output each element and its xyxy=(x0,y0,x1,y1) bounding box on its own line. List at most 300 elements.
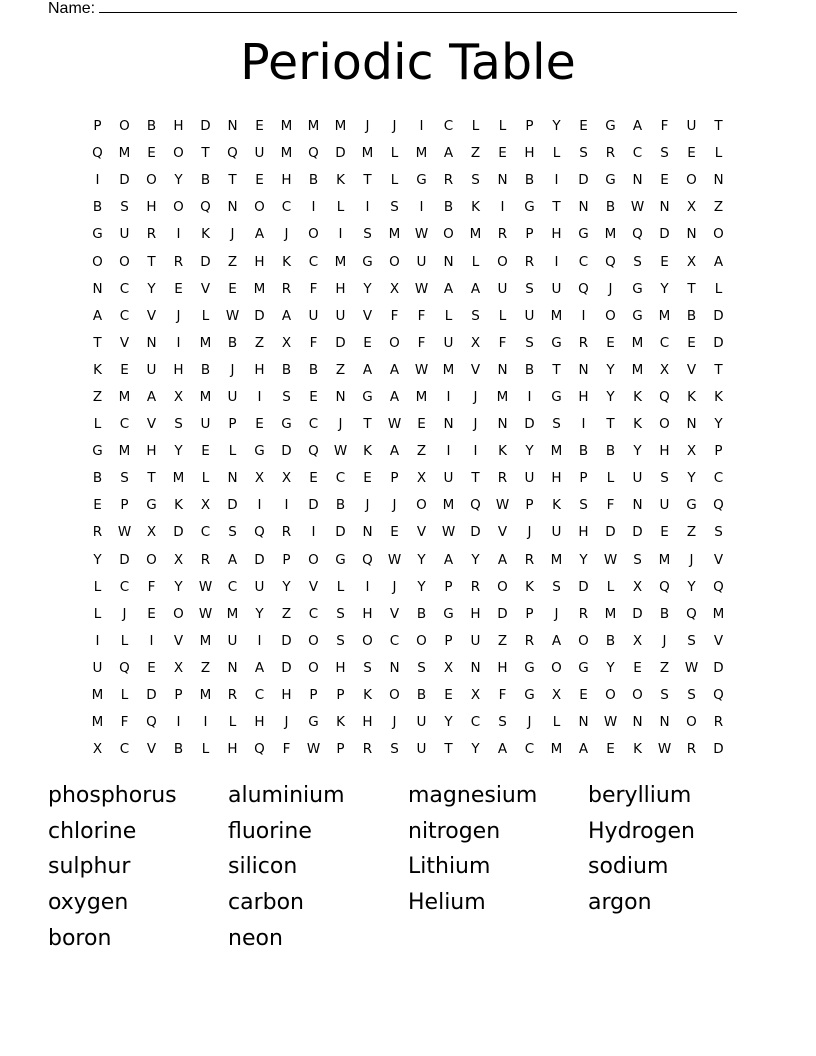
grid-letter: J xyxy=(284,714,289,731)
grid-letter: E xyxy=(147,605,156,622)
grid-letter: Q xyxy=(605,253,616,270)
grid-letter: E xyxy=(606,334,615,351)
grid-letter: E xyxy=(660,172,669,189)
grid-letter: I xyxy=(419,118,424,135)
grid-letter: T xyxy=(363,416,372,433)
grid-letter: C xyxy=(254,687,265,704)
grid-letter: C xyxy=(281,199,292,216)
word-list-item: Helium xyxy=(408,890,486,916)
grid-letter: H xyxy=(524,145,535,162)
grid-letter: Q xyxy=(578,280,589,297)
grid-letter: Q xyxy=(308,145,319,162)
grid-letter: A xyxy=(146,388,157,405)
grid-letter: M xyxy=(550,741,563,758)
grid-letter: H xyxy=(281,687,292,704)
grid-letter: W xyxy=(414,280,429,297)
grid-letter: Q xyxy=(119,659,130,676)
grid-letter: D xyxy=(146,687,157,704)
grid-letter: L xyxy=(93,578,102,595)
grid-letter: Q xyxy=(686,605,697,622)
grid-letter: C xyxy=(659,334,670,351)
grid-letter: I xyxy=(176,226,181,243)
grid-letter: P xyxy=(336,687,345,704)
grid-letter: H xyxy=(335,659,346,676)
word-list-item: aluminium xyxy=(228,783,345,808)
grid-letter: S xyxy=(498,714,507,731)
grid-letter: W xyxy=(333,443,348,460)
grid-letter: X xyxy=(146,524,157,541)
grid-letter: P xyxy=(120,497,129,514)
grid-row xyxy=(84,248,732,275)
grid-letter: V xyxy=(416,524,427,541)
grid-letter: B xyxy=(605,443,616,460)
grid-row xyxy=(84,411,732,438)
grid-letter: Y xyxy=(471,551,480,568)
grid-letter: S xyxy=(120,199,129,216)
grid-letter: A xyxy=(281,307,292,324)
grid-letter: H xyxy=(254,253,265,270)
grid-letter: K xyxy=(93,361,102,378)
grid-letter: M xyxy=(496,388,509,405)
grid-letter: E xyxy=(417,416,426,433)
grid-letter: I xyxy=(365,578,370,595)
grid-letter: D xyxy=(578,172,589,189)
grid-letter: V xyxy=(146,416,157,433)
grid-letter: F xyxy=(417,307,426,324)
word-list-item: carbon xyxy=(228,890,304,916)
grid-letter: S xyxy=(390,199,399,216)
grid-letter: Q xyxy=(200,199,211,216)
grid-letter: B xyxy=(416,605,427,622)
grid-letter: K xyxy=(336,172,345,189)
grid-letter: C xyxy=(119,307,130,324)
grid-letter: D xyxy=(281,443,292,460)
grid-letter: I xyxy=(446,443,451,460)
word-list-item: magnesium xyxy=(408,783,538,808)
grid-letter: Z xyxy=(713,199,724,216)
grid-letter: P xyxy=(525,497,534,514)
grid-letter: M xyxy=(550,443,563,460)
grid-letter: C xyxy=(200,524,211,541)
grid-letter: L xyxy=(552,145,561,162)
grid-letter: X xyxy=(173,388,184,405)
grid-letter: L xyxy=(552,714,561,731)
grid-row xyxy=(84,384,732,411)
grid-letter: E xyxy=(444,687,453,704)
grid-letter: P xyxy=(525,605,534,622)
grid-letter: R xyxy=(362,741,373,758)
grid-letter: Y xyxy=(282,578,291,595)
grid-letter: B xyxy=(605,632,616,649)
grid-letter: A xyxy=(443,145,454,162)
grid-letter: Q xyxy=(227,145,238,162)
grid-letter: O xyxy=(551,659,562,676)
word-list-item: beryllium xyxy=(588,783,692,808)
grid-letter: L xyxy=(498,307,507,324)
grid-letter: E xyxy=(255,416,264,433)
grid-letter: H xyxy=(362,714,373,731)
grid-letter: Q xyxy=(92,145,103,162)
grid-letter: C xyxy=(308,416,319,433)
grid-letter: K xyxy=(552,497,561,514)
grid-letter: Z xyxy=(497,632,508,649)
grid-letter: S xyxy=(579,497,588,514)
grid-letter: U xyxy=(416,253,427,270)
grid-letter: S xyxy=(525,280,534,297)
name-blank-line xyxy=(99,0,737,13)
grid-letter: U xyxy=(92,659,103,676)
grid-letter: D xyxy=(524,416,535,433)
grid-letter: V xyxy=(146,741,157,758)
grid-letter: J xyxy=(176,307,181,324)
grid-letter: A xyxy=(497,741,508,758)
grid-letter: Y xyxy=(606,388,615,405)
grid-letter: Y xyxy=(606,361,615,378)
grid-letter: B xyxy=(524,361,535,378)
grid-letter: O xyxy=(497,578,508,595)
grid-letter: T xyxy=(714,361,723,378)
grid-letter: M xyxy=(442,361,455,378)
grid-letter: X xyxy=(389,280,400,297)
word-list-item: phosphorus xyxy=(48,783,177,808)
grid-letter: S xyxy=(552,578,561,595)
grid-row xyxy=(84,357,732,384)
grid-letter: B xyxy=(524,172,535,189)
grid-letter: I xyxy=(581,416,586,433)
word-list-item: boron xyxy=(48,925,112,951)
word-list-item: oxygen xyxy=(48,890,129,916)
grid-letter: W xyxy=(198,578,213,595)
grid-letter: S xyxy=(120,470,129,487)
grid-letter: J xyxy=(473,388,478,405)
grid-letter: O xyxy=(389,687,400,704)
grid-letter: U xyxy=(470,632,481,649)
name-field xyxy=(48,0,737,19)
grid-letter: C xyxy=(524,741,535,758)
grid-letter: I xyxy=(149,632,154,649)
grid-letter: Y xyxy=(417,578,426,595)
grid-letter: R xyxy=(92,524,103,541)
grid-letter: E xyxy=(579,687,588,704)
grid-letter: S xyxy=(552,416,561,433)
grid-letter: D xyxy=(713,659,724,676)
grid-letter: S xyxy=(228,524,237,541)
grid-letter: F xyxy=(606,497,615,514)
grid-letter: U xyxy=(443,334,454,351)
grid-letter: Y xyxy=(687,470,696,487)
grid-letter: C xyxy=(389,632,400,649)
grid-letter: T xyxy=(471,470,480,487)
grid-letter: O xyxy=(308,551,319,568)
grid-letter: I xyxy=(554,172,559,189)
grid-letter: A xyxy=(92,307,103,324)
grid-letter: J xyxy=(365,497,370,514)
grid-letter: S xyxy=(660,470,669,487)
grid-letter: V xyxy=(389,605,400,622)
grid-letter: O xyxy=(119,118,130,135)
grid-letter: H xyxy=(227,741,238,758)
grid-letter: S xyxy=(633,551,642,568)
grid-letter: G xyxy=(281,416,292,433)
grid-letter: A xyxy=(362,361,373,378)
grid-letter: N xyxy=(659,714,670,731)
grid-letter: M xyxy=(361,145,374,162)
grid-letter: U xyxy=(497,280,508,297)
grid-letter: N xyxy=(578,361,589,378)
grid-letter: N xyxy=(497,361,508,378)
grid-letter: Y xyxy=(174,443,183,460)
grid-letter: R xyxy=(524,551,535,568)
grid-letter: H xyxy=(497,659,508,676)
grid-letter: U xyxy=(524,307,535,324)
grid-letter: B xyxy=(416,687,427,704)
grid-letter: W xyxy=(603,551,618,568)
grid-letter: Z xyxy=(470,145,481,162)
grid-letter: F xyxy=(309,334,318,351)
grid-letter: E xyxy=(147,145,156,162)
grid-letter: Y xyxy=(255,605,264,622)
grid-letter: V xyxy=(470,361,481,378)
grid-row xyxy=(84,330,732,357)
grid-letter: E xyxy=(606,741,615,758)
grid-letter: L xyxy=(606,470,615,487)
grid-letter: X xyxy=(686,199,697,216)
grid-letter: P xyxy=(309,687,318,704)
grid-letter: V xyxy=(119,334,130,351)
grid-letter: S xyxy=(282,388,291,405)
grid-letter: Q xyxy=(713,578,724,595)
grid-letter: I xyxy=(203,714,208,731)
grid-letter: G xyxy=(308,714,319,731)
grid-letter: C xyxy=(335,470,346,487)
grid-row xyxy=(84,709,732,736)
grid-letter: J xyxy=(608,280,613,297)
grid-letter: Y xyxy=(714,416,723,433)
grid-letter: Q xyxy=(659,578,670,595)
grid-row xyxy=(84,438,732,465)
grid-letter: A xyxy=(578,741,589,758)
grid-letter: W xyxy=(630,199,645,216)
grid-letter: A xyxy=(443,280,454,297)
grid-letter: O xyxy=(497,253,508,270)
grid-letter: M xyxy=(658,551,671,568)
grid-letter: L xyxy=(471,118,480,135)
grid-letter: N xyxy=(92,280,103,297)
grid-letter: V xyxy=(362,307,373,324)
grid-letter: J xyxy=(338,416,343,433)
grid-letter: D xyxy=(497,605,508,622)
grid-letter: M xyxy=(118,145,131,162)
grid-letter: J xyxy=(527,524,532,541)
grid-letter: X xyxy=(632,578,643,595)
grid-letter: B xyxy=(443,199,454,216)
grid-letter: K xyxy=(714,388,723,405)
grid-letter: B xyxy=(335,497,346,514)
grid-letter: G xyxy=(632,307,643,324)
grid-letter: D xyxy=(254,307,265,324)
grid-letter: R xyxy=(605,145,616,162)
grid-letter: R xyxy=(524,253,535,270)
grid-letter: R xyxy=(578,334,589,351)
grid-letter: U xyxy=(686,118,697,135)
grid-letter: X xyxy=(281,470,292,487)
grid-letter: V xyxy=(713,632,724,649)
grid-letter: S xyxy=(687,632,696,649)
grid-letter: D xyxy=(335,334,346,351)
grid-letter: I xyxy=(419,199,424,216)
grid-letter: U xyxy=(119,226,130,243)
grid-letter: B xyxy=(200,172,211,189)
grid-letter: W xyxy=(414,361,429,378)
grid-letter: W xyxy=(657,741,672,758)
grid-letter: N xyxy=(497,172,508,189)
grid-letter: J xyxy=(527,714,532,731)
grid-letter: N xyxy=(227,199,238,216)
grid-letter: O xyxy=(605,307,616,324)
grid-letter: D xyxy=(605,524,616,541)
grid-letter: K xyxy=(363,443,372,460)
grid-letter: L xyxy=(714,280,723,297)
grid-letter: S xyxy=(417,659,426,676)
grid-letter: M xyxy=(199,334,212,351)
grid-letter: Y xyxy=(525,443,534,460)
grid-letter: N xyxy=(578,199,589,216)
grid-letter: W xyxy=(387,551,402,568)
grid-letter: R xyxy=(200,551,211,568)
grid-letter: K xyxy=(471,199,480,216)
grid-letter: D xyxy=(254,551,265,568)
grid-letter: V xyxy=(200,280,211,297)
grid-letter: I xyxy=(257,632,262,649)
grid-letter: R xyxy=(173,253,184,270)
grid-letter: G xyxy=(524,687,535,704)
grid-letter: Q xyxy=(470,497,481,514)
grid-letter: G xyxy=(605,172,616,189)
grid-letter: J xyxy=(365,118,370,135)
grid-letter: Y xyxy=(552,118,561,135)
grid-letter: A xyxy=(389,443,400,460)
grid-row xyxy=(84,655,732,682)
grid-letter: T xyxy=(363,172,372,189)
grid-letter: P xyxy=(174,687,183,704)
grid-letter: W xyxy=(603,714,618,731)
grid-letter: J xyxy=(230,226,235,243)
grid-letter: C xyxy=(308,605,319,622)
grid-letter: B xyxy=(92,470,103,487)
grid-letter: W xyxy=(198,605,213,622)
grid-letter: F xyxy=(147,578,156,595)
grid-letter: O xyxy=(578,632,589,649)
grid-letter: Z xyxy=(227,253,238,270)
grid-letter: Z xyxy=(335,361,346,378)
grid-letter: S xyxy=(525,334,534,351)
grid-letter: L xyxy=(444,307,453,324)
grid-letter: D xyxy=(470,524,481,541)
grid-letter: B xyxy=(308,361,319,378)
grid-letter: X xyxy=(686,443,697,460)
grid-letter: T xyxy=(228,172,237,189)
grid-letter: B xyxy=(281,361,292,378)
grid-letter: H xyxy=(362,605,373,622)
grid-letter: A xyxy=(254,659,265,676)
grid-letter: T xyxy=(201,145,210,162)
grid-letter: U xyxy=(524,470,535,487)
grid-letter: R xyxy=(524,632,535,649)
grid-letter: I xyxy=(95,172,100,189)
grid-row xyxy=(84,465,732,492)
grid-letter: H xyxy=(470,605,481,622)
grid-letter: A xyxy=(254,226,265,243)
grid-letter: O xyxy=(119,253,130,270)
grid-letter: E xyxy=(255,118,264,135)
grid-letter: K xyxy=(633,388,642,405)
grid-letter: C xyxy=(119,741,130,758)
grid-row xyxy=(84,547,732,574)
grid-letter: E xyxy=(579,118,588,135)
grid-letter: L xyxy=(336,199,345,216)
grid-letter: K xyxy=(633,741,642,758)
grid-letter: Z xyxy=(281,605,292,622)
grid-letter: M xyxy=(388,226,401,243)
grid-letter: M xyxy=(253,280,266,297)
grid-letter: I xyxy=(176,714,181,731)
grid-row xyxy=(84,221,732,248)
grid-letter: T xyxy=(714,118,723,135)
grid-letter: L xyxy=(120,687,129,704)
grid-letter: T xyxy=(552,361,561,378)
grid-letter: L xyxy=(714,145,723,162)
grid-letter: T xyxy=(552,199,561,216)
grid-letter: S xyxy=(363,226,372,243)
grid-letter: N xyxy=(632,497,643,514)
grid-letter: Y xyxy=(147,280,156,297)
grid-letter: G xyxy=(578,226,589,243)
grid-letter: X xyxy=(173,659,184,676)
grid-letter: F xyxy=(390,307,399,324)
grid-letter: R xyxy=(227,687,238,704)
grid-letter: A xyxy=(389,388,400,405)
grid-letter: Y xyxy=(606,659,615,676)
grid-letter: V xyxy=(173,632,184,649)
grid-letter: I xyxy=(257,497,262,514)
grid-letter: Q xyxy=(632,226,643,243)
grid-letter: A xyxy=(443,551,454,568)
grid-letter: Y xyxy=(660,280,669,297)
grid-letter: C xyxy=(227,578,238,595)
grid-letter: H xyxy=(254,361,265,378)
grid-letter: U xyxy=(308,307,319,324)
grid-letter: V xyxy=(686,361,697,378)
grid-letter: D xyxy=(119,551,130,568)
grid-letter: X xyxy=(92,741,103,758)
grid-letter: P xyxy=(444,578,453,595)
grid-letter: W xyxy=(414,226,429,243)
grid-letter: M xyxy=(604,605,617,622)
grid-letter: F xyxy=(660,118,669,135)
grid-letter: F xyxy=(498,334,507,351)
grid-letter: N xyxy=(443,253,454,270)
grid-letter: W xyxy=(117,524,132,541)
grid-letter: C xyxy=(470,714,481,731)
grid-letter: U xyxy=(632,470,643,487)
grid-letter: A xyxy=(470,280,481,297)
grid-letter: U xyxy=(416,741,427,758)
grid-letter: N xyxy=(632,172,643,189)
grid-letter: N xyxy=(659,199,670,216)
grid-letter: M xyxy=(631,334,644,351)
grid-letter: P xyxy=(282,551,291,568)
grid-row xyxy=(84,736,732,763)
